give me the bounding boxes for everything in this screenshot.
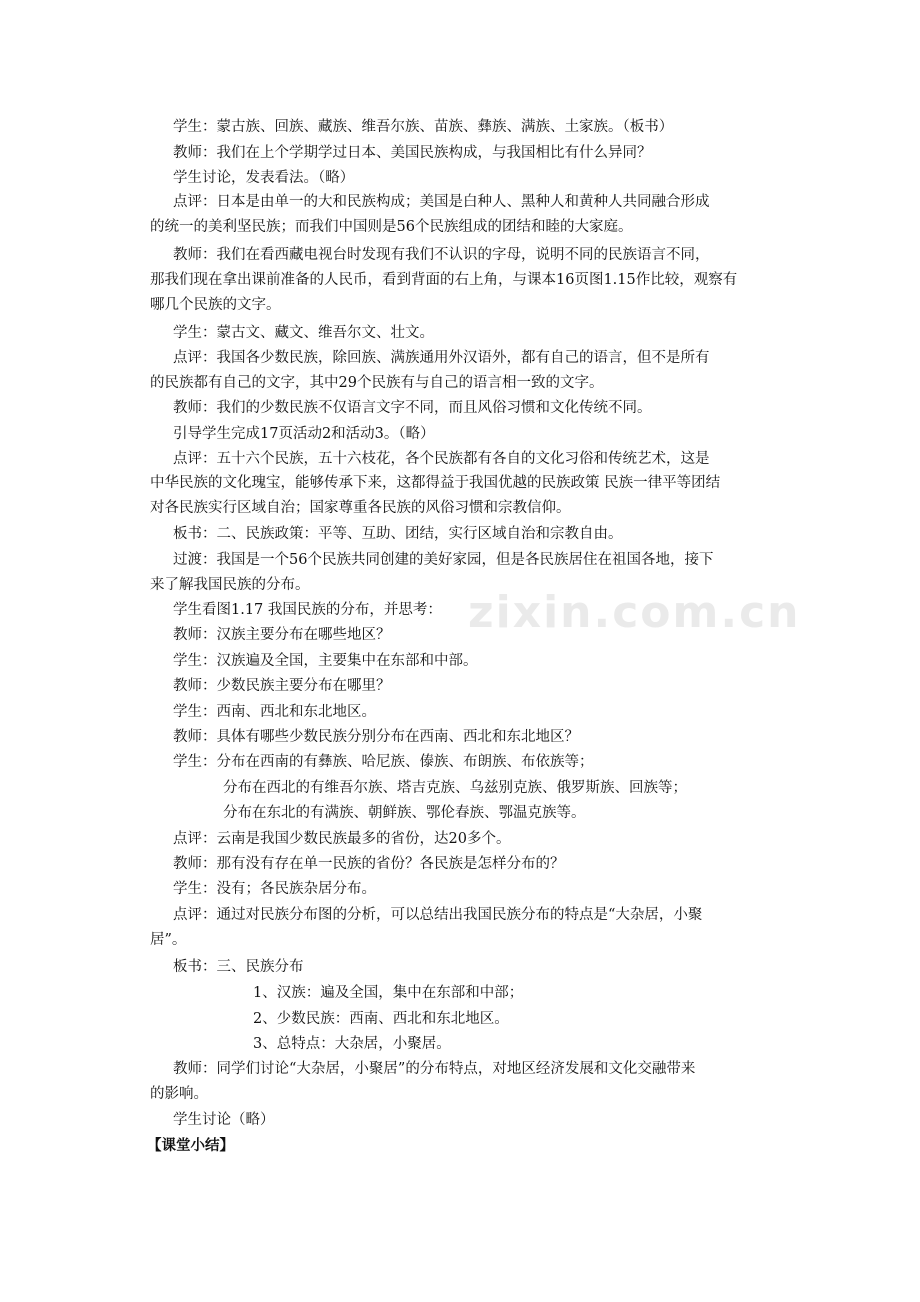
text-line: 学生：蒙古族、回族、藏族、维吾尔族、苗族、彝族、满族、土家族。（板书） (173, 119, 674, 135)
watermark: zixin.com.cn (468, 587, 801, 638)
text-line: 1、汉族：遍及全国，集中在东部和中部； (253, 985, 524, 1001)
text-line: 来了解我国民族的分布。 (150, 577, 310, 593)
text-line: 哪几个民族的文字。 (150, 297, 281, 313)
text-line: 板书：三、民族分布 (173, 959, 304, 975)
text-line: 学生讨论（略） (173, 1112, 275, 1128)
text-line: 教师：我们在上个学期学过日本、美国民族构成，与我国相比有什么异同？ (173, 145, 652, 161)
text-line: 学生：西南、西北和东北地区。 (173, 704, 376, 720)
text-line: 教师：少数民族主要分布在哪里？ (173, 678, 391, 694)
text-line: 教师：具体有哪些少数民族分别分布在西南、西北和东北地区？ (173, 729, 579, 745)
text-line: 点评：云南是我国少数民族最多的省份，达20多个。 (173, 831, 511, 847)
text-line: 的民族都有自己的文字，其中29个民族有与自己的语言相一致的文字。 (150, 375, 604, 391)
text-line: 那我们现在拿出课前准备的人民币，看到背面的右上角，与课本16页图1.15作比较，观察有 (150, 272, 738, 288)
text-line: 学生：蒙古文、藏文、维吾尔文、壮文。 (173, 325, 434, 341)
text-line: 教师：汉族主要分布在哪些地区？ (173, 627, 391, 643)
text-line: 点评：五十六个民族，五十六枝花，各个民族都有各自的文化习俗和传统艺术，这是 (173, 451, 710, 467)
text-line: 过渡：我国是一个56个民族共同创建的美好家园，但是各民族居住在祖国各地，接下 (173, 552, 714, 568)
text-line: 点评：通过对民族分布图的分析，可以总结出我国民族分布的特点是“大杂居，小聚 (173, 907, 703, 923)
text-line: 引导学生完成17页活动2和活动3。（略） (173, 426, 435, 442)
text-line: 分布在西北的有维吾尔族、塔吉克族、乌兹别克族、俄罗斯族、回族等； (223, 780, 687, 796)
text-line: 中华民族的文化瑰宝，能够传承下来，这都得益于我国优越的民族政策 民族一律平等团结 (150, 475, 721, 491)
text-line: 对各民族实行区域自治；国家尊重各民族的风俗习惯和宗教信仰。 (150, 500, 571, 516)
text-line: 教师：那有没有存在单一民族的省份？各民族是怎样分布的？ (173, 856, 565, 872)
text-line: 学生：没有；各民族杂居分布。 (173, 881, 376, 897)
text-line: 板书：二、民族政策：平等、互助、团结，实行区域自治和宗教自由。 (173, 526, 623, 542)
text-line: 点评：日本是由单一的大和民族构成；美国是白种人、黑种人和黄种人共同融合形成 (173, 194, 710, 210)
text-line: 的统一的美利坚民族；而我们中国则是56个民族组成的团结和睦的大家庭。 (150, 219, 633, 235)
text-line: 点评：我国各少数民族，除回族、满族通用外汉语外，都有自己的语言，但不是所有 (173, 350, 710, 366)
text-line: 的影响。 (150, 1086, 208, 1102)
text-line: 学生：汉族遍及全国，主要集中在东部和中部。 (173, 653, 478, 669)
text-line: 教师：我们在看西藏电视台时发现有我们不认识的字母，说明不同的民族语言不同， (173, 247, 710, 263)
text-line: 学生：分布在西南的有彝族、哈尼族、傣族、布朗族、布依族等； (173, 754, 594, 770)
section-heading: 【课堂小结】 (147, 1138, 234, 1154)
text-line: 居”。 (150, 932, 187, 948)
text-line: 教师：我们的少数民族不仅语言文字不同，而且风俗习惯和文化传统不同。 (173, 400, 652, 416)
text-line: 2、少数民族：西南、西北和东北地区。 (253, 1011, 509, 1027)
text-line: 分布在东北的有满族、朝鲜族、鄂伦春族、鄂温克族等。 (223, 805, 586, 821)
text-line: 学生讨论，发表看法。（略） (173, 170, 355, 186)
text-line: 3、总特点：大杂居，小聚居。 (253, 1036, 451, 1052)
text-line: 学生看图1.17 我国民族的分布，并思考： (173, 602, 442, 618)
text-line: 教师：同学们讨论“大杂居，小聚居”的分布特点，对地区经济发展和文化交融带来 (173, 1061, 696, 1077)
